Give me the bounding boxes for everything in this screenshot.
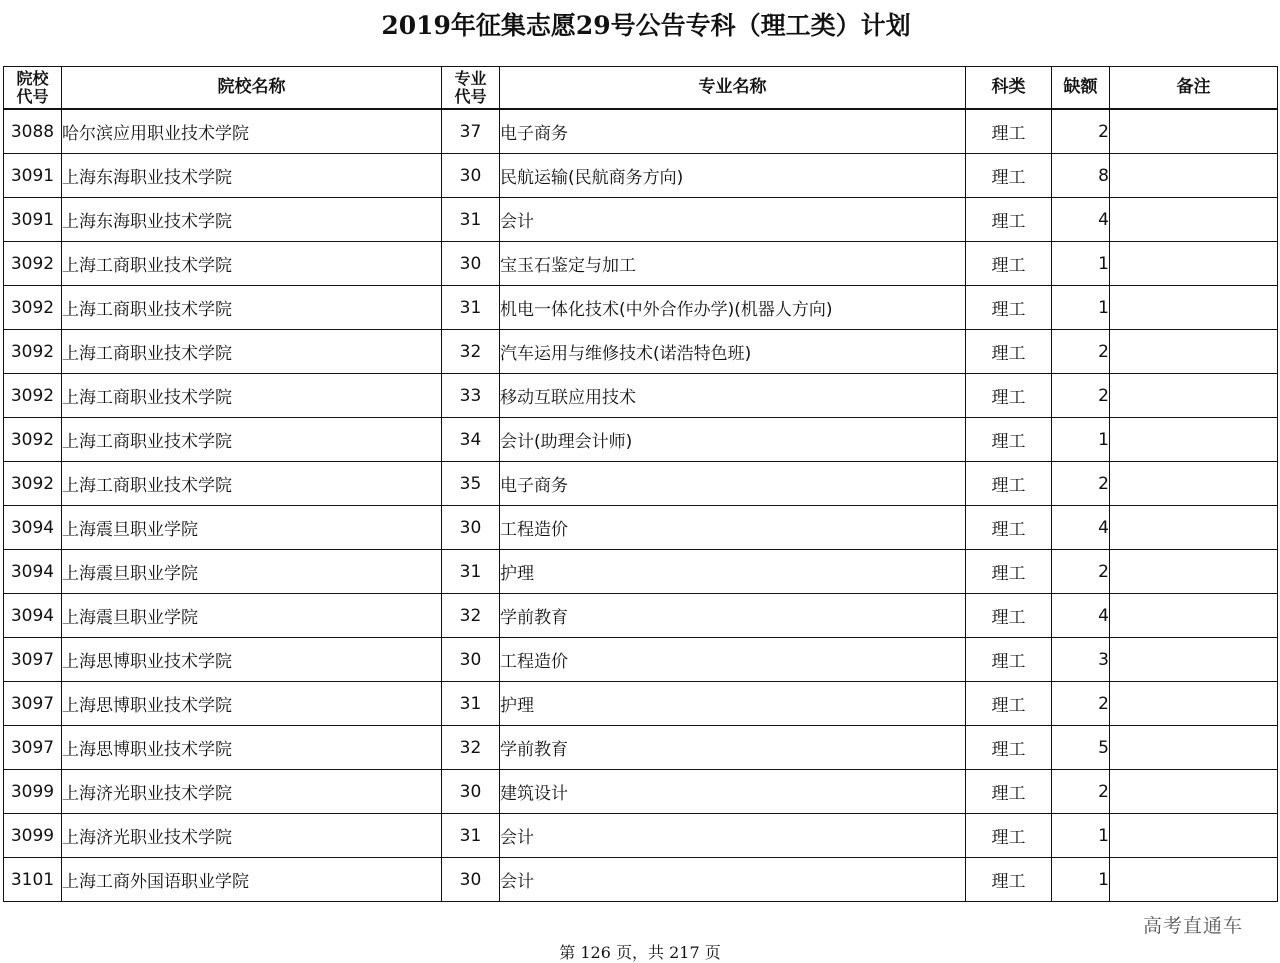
header-school-code — [4, 67, 62, 110]
cell-vacancies: 1 — [1052, 418, 1110, 462]
cell-school-code: 3097 — [4, 682, 62, 726]
cell-major-name: 移动互联应用技术 — [500, 374, 966, 418]
cell-vacancies: 3 — [1052, 638, 1110, 682]
cell-school-name: 上海思博职业技术学院 — [62, 682, 442, 726]
cell-vacancies: 4 — [1052, 506, 1110, 550]
cell-remarks — [1110, 418, 1278, 462]
cell-remarks — [1110, 462, 1278, 506]
cell-school-name: 上海震旦职业学院 — [62, 594, 442, 638]
cell-category: 理工 — [966, 550, 1052, 594]
cell-vacancies: 1 — [1052, 814, 1110, 858]
cell-major-code: 35 — [442, 462, 500, 506]
table-row — [4, 814, 1278, 858]
cell-school-code: 3094 — [4, 594, 62, 638]
cell-major-name: 电子商务 — [500, 462, 966, 506]
cell-school-code: 3094 — [4, 506, 62, 550]
cell-remarks — [1110, 726, 1278, 770]
table-row — [4, 374, 1278, 418]
cell-category: 理工 — [966, 726, 1052, 770]
cell-remarks — [1110, 374, 1278, 418]
cell-category: 理工 — [966, 462, 1052, 506]
table-row — [4, 198, 1278, 242]
cell-major-name: 机电一体化技术(中外合作办学)(机器人方向) — [500, 286, 966, 330]
table-row — [4, 770, 1278, 814]
cell-school-code: 3092 — [4, 374, 62, 418]
header-major-code — [442, 67, 500, 110]
header-remarks: 备注 — [1110, 67, 1278, 110]
table-row — [4, 109, 1278, 154]
header-major-name: 专业名称 — [500, 67, 966, 110]
cell-category: 理工 — [966, 154, 1052, 198]
cell-major-code: 32 — [442, 330, 500, 374]
table-row — [4, 858, 1278, 902]
cell-category: 理工 — [966, 770, 1052, 814]
cell-remarks — [1110, 550, 1278, 594]
table-row — [4, 462, 1278, 506]
cell-school-name: 上海思博职业技术学院 — [62, 638, 442, 682]
table-row — [4, 154, 1278, 198]
cell-remarks — [1110, 506, 1278, 550]
cell-remarks — [1110, 154, 1278, 198]
cell-major-name: 会计(助理会计师) — [500, 418, 966, 462]
cell-school-code: 3092 — [4, 418, 62, 462]
cell-school-code: 3092 — [4, 462, 62, 506]
cell-remarks — [1110, 638, 1278, 682]
header-category: 科类 — [966, 67, 1052, 110]
cell-category: 理工 — [966, 638, 1052, 682]
cell-vacancies: 2 — [1052, 550, 1110, 594]
cell-school-name: 上海工商职业技术学院 — [62, 374, 442, 418]
table-row — [4, 638, 1278, 682]
header-school-code-line-1: 院校 — [16, 68, 49, 88]
header-school-code-line-2: 代号 — [16, 86, 49, 106]
cell-major-code: 34 — [442, 418, 500, 462]
cell-school-code: 3101 — [4, 858, 62, 902]
cell-major-name: 汽车运用与维修技术(诺浩特色班) — [500, 330, 966, 374]
cell-major-code: 32 — [442, 594, 500, 638]
cell-vacancies: 2 — [1052, 109, 1110, 154]
cell-school-code: 3097 — [4, 638, 62, 682]
table-row — [4, 242, 1278, 286]
cell-school-name: 上海工商职业技术学院 — [62, 418, 442, 462]
page-number-footer: 第 126 页，共 217 页 — [559, 943, 721, 962]
table-body — [4, 109, 1278, 902]
cell-major-code: 30 — [442, 506, 500, 550]
cell-category: 理工 — [966, 418, 1052, 462]
header-major-code-line-2: 代号 — [454, 86, 487, 106]
cell-major-name: 宝玉石鉴定与加工 — [500, 242, 966, 286]
cell-school-name: 上海东海职业技术学院 — [62, 154, 442, 198]
cell-school-code: 3092 — [4, 330, 62, 374]
cell-major-name: 建筑设计 — [500, 770, 966, 814]
cell-major-name: 会计 — [500, 858, 966, 902]
cell-category: 理工 — [966, 814, 1052, 858]
cell-vacancies: 8 — [1052, 154, 1110, 198]
header-row — [4, 67, 1278, 110]
enrollment-plan-table — [3, 66, 1278, 902]
cell-school-code: 3091 — [4, 198, 62, 242]
table-row — [4, 726, 1278, 770]
cell-major-name: 民航运输(民航商务方向) — [500, 154, 966, 198]
cell-category: 理工 — [966, 286, 1052, 330]
cell-remarks — [1110, 770, 1278, 814]
cell-major-code: 37 — [442, 109, 500, 154]
cell-category: 理工 — [966, 109, 1052, 154]
cell-major-code: 31 — [442, 682, 500, 726]
cell-major-name: 电子商务 — [500, 109, 966, 154]
table-row — [4, 550, 1278, 594]
cell-remarks — [1110, 594, 1278, 638]
header-school-name: 院校名称 — [62, 67, 442, 110]
header-major-code-line-1: 专业 — [454, 68, 487, 88]
cell-major-code: 31 — [442, 286, 500, 330]
cell-remarks — [1110, 109, 1278, 154]
cell-major-name: 学前教育 — [500, 594, 966, 638]
cell-vacancies: 2 — [1052, 770, 1110, 814]
cell-school-code: 3099 — [4, 814, 62, 858]
cell-major-code: 31 — [442, 550, 500, 594]
header-vacancies: 缺额 — [1052, 67, 1110, 110]
cell-school-name: 上海济光职业技术学院 — [62, 814, 442, 858]
cell-remarks — [1110, 286, 1278, 330]
cell-major-name: 护理 — [500, 682, 966, 726]
cell-major-code: 30 — [442, 858, 500, 902]
cell-school-name: 上海济光职业技术学院 — [62, 770, 442, 814]
cell-school-code: 3092 — [4, 286, 62, 330]
cell-major-name: 会计 — [500, 198, 966, 242]
cell-category: 理工 — [966, 506, 1052, 550]
cell-category: 理工 — [966, 198, 1052, 242]
cell-major-name: 会计 — [500, 814, 966, 858]
cell-school-name: 上海东海职业技术学院 — [62, 198, 442, 242]
cell-major-code: 31 — [442, 198, 500, 242]
cell-vacancies: 4 — [1052, 198, 1110, 242]
cell-vacancies: 2 — [1052, 462, 1110, 506]
cell-school-name: 上海工商职业技术学院 — [62, 242, 442, 286]
table-row — [4, 682, 1278, 726]
cell-vacancies: 4 — [1052, 594, 1110, 638]
table-row — [4, 330, 1278, 374]
cell-school-code: 3099 — [4, 770, 62, 814]
cell-school-name: 上海震旦职业学院 — [62, 550, 442, 594]
cell-school-code: 3094 — [4, 550, 62, 594]
cell-major-name: 工程造价 — [500, 638, 966, 682]
cell-school-code: 3097 — [4, 726, 62, 770]
cell-school-name: 上海工商职业技术学院 — [62, 330, 442, 374]
cell-major-code: 32 — [442, 726, 500, 770]
cell-vacancies: 2 — [1052, 374, 1110, 418]
cell-major-code: 30 — [442, 242, 500, 286]
cell-major-code: 30 — [442, 770, 500, 814]
cell-vacancies: 1 — [1052, 242, 1110, 286]
cell-major-name: 学前教育 — [500, 726, 966, 770]
cell-major-code: 33 — [442, 374, 500, 418]
cell-category: 理工 — [966, 594, 1052, 638]
cell-vacancies: 1 — [1052, 858, 1110, 902]
cell-vacancies: 2 — [1052, 330, 1110, 374]
table-row — [4, 594, 1278, 638]
cell-category: 理工 — [966, 330, 1052, 374]
cell-remarks — [1110, 330, 1278, 374]
cell-school-name: 哈尔滨应用职业技术学院 — [62, 109, 442, 154]
cell-major-code: 31 — [442, 814, 500, 858]
cell-vacancies: 5 — [1052, 726, 1110, 770]
cell-remarks — [1110, 682, 1278, 726]
cell-major-code: 30 — [442, 638, 500, 682]
page-title: 2019年征集志愿29号公告专科（理工类）计划 — [381, 11, 911, 40]
cell-school-code: 3091 — [4, 154, 62, 198]
cell-category: 理工 — [966, 682, 1052, 726]
cell-remarks — [1110, 242, 1278, 286]
cell-school-code: 3092 — [4, 242, 62, 286]
cell-school-name: 上海思博职业技术学院 — [62, 726, 442, 770]
cell-school-name: 上海工商职业技术学院 — [62, 462, 442, 506]
cell-major-name: 护理 — [500, 550, 966, 594]
cell-remarks — [1110, 814, 1278, 858]
cell-remarks — [1110, 858, 1278, 902]
cell-major-name: 工程造价 — [500, 506, 966, 550]
table-row — [4, 286, 1278, 330]
cell-vacancies: 2 — [1052, 682, 1110, 726]
cell-vacancies: 1 — [1052, 286, 1110, 330]
watermark-text: 高考直通车 — [1143, 915, 1244, 937]
cell-school-code: 3088 — [4, 109, 62, 154]
cell-major-code: 30 — [442, 154, 500, 198]
table-row — [4, 506, 1278, 550]
cell-remarks — [1110, 198, 1278, 242]
cell-category: 理工 — [966, 858, 1052, 902]
cell-school-name: 上海工商职业技术学院 — [62, 286, 442, 330]
table-row — [4, 418, 1278, 462]
cell-category: 理工 — [966, 242, 1052, 286]
cell-school-name: 上海工商外国语职业学院 — [62, 858, 442, 902]
cell-category: 理工 — [966, 374, 1052, 418]
table-header — [4, 67, 1278, 110]
cell-school-name: 上海震旦职业学院 — [62, 506, 442, 550]
